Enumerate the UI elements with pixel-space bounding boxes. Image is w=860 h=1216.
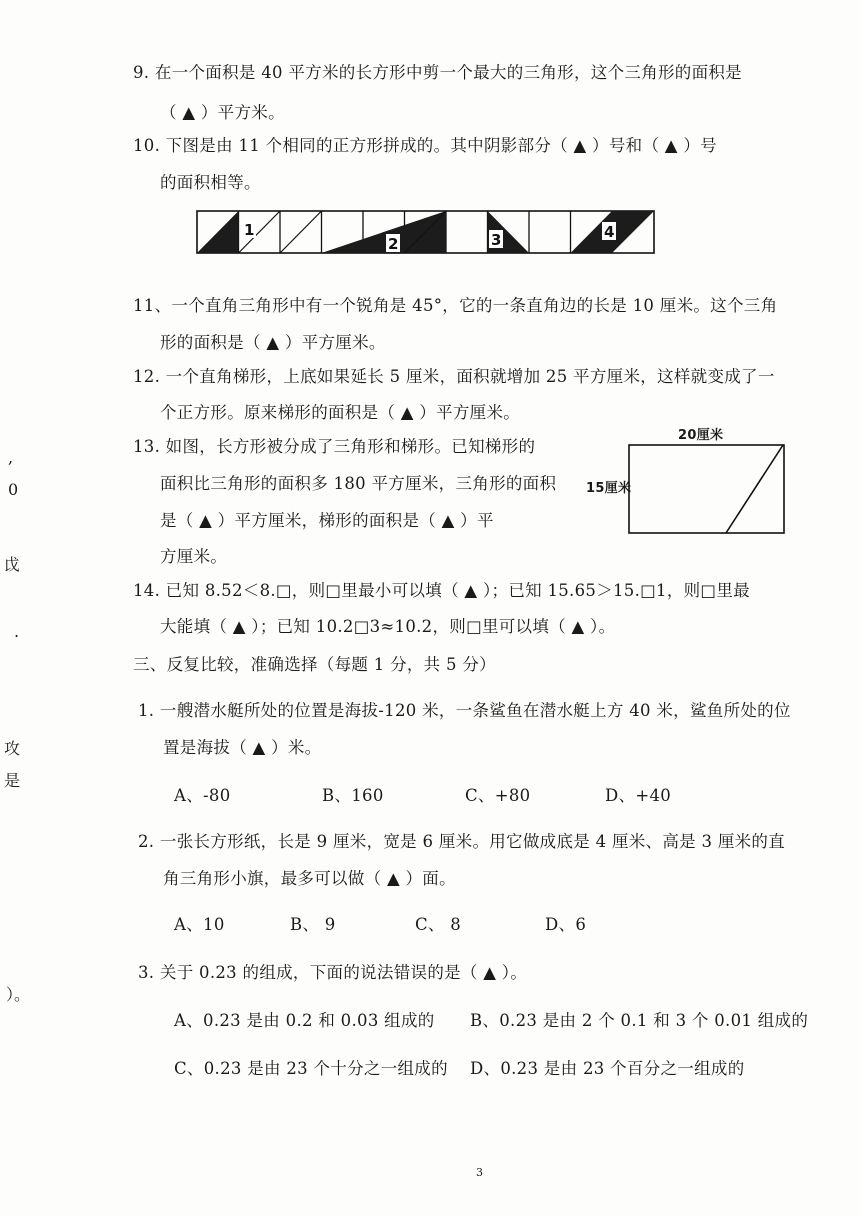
margin-mark-paren: ）。 (6, 985, 31, 1004)
q13-dividing-line (726, 445, 783, 533)
q9-line-1: 9. 在一个面积是 40 平方米的长方形中剪一个最大的三角形，这个三角形的面积是 (133, 63, 742, 82)
q14-line-2: 大能填（ ▲ ）；已知 10.2□3≈10.2，则□里可以填（ ▲ ）。 (160, 617, 616, 636)
region-label-2: 2 (388, 235, 399, 253)
q9-line-2: （ ▲ ）平方米。 (160, 103, 285, 122)
q13-line-4: 方厘米。 (160, 547, 228, 566)
region-label-4: 4 (604, 223, 615, 241)
mc3-option-a: A、0.23 是由 0.2 和 0.03 组成的 (174, 1011, 435, 1030)
margin-mark-dot: . (14, 622, 20, 641)
q13-line-2: 面积比三角形的面积多 180 平方厘米，三角形的面积 (160, 474, 557, 493)
q10-squares-figure (196, 210, 656, 256)
region-label-1: 1 (244, 221, 255, 239)
mc2-option-b: B、 9 (290, 915, 336, 934)
q10-line-1: 10. 下图是由 11 个相同的正方形拼成的。其中阴影部分（ ▲ ）号和（ ▲ ）号 (133, 136, 717, 155)
mc2-option-c: C、 8 (415, 915, 462, 934)
q12-line-1: 12. 一个直角梯形，上底如果延长 5 厘米，面积就增加 25 平方厘米，这样就变成了一 (133, 367, 775, 386)
mc3-option-d: D、0.23 是由 23 个百分之一组成的 (470, 1059, 745, 1078)
mc1-option-c: C、+80 (465, 786, 531, 805)
q11-line-1: 11、一个直角三角形中有一个锐角是 45°，它的一条直角边的长是 10 厘米。这个三角 (133, 296, 778, 315)
q10-line-2: 的面积相等。 (160, 173, 261, 192)
margin-mark-char-2: 攻 (4, 739, 21, 758)
diagonal-cell-3 (280, 211, 322, 253)
shaded-region-1 (197, 211, 239, 253)
mc1-line-1: 1. 一艘潜水艇所处的位置是海拔-120 米，一条鲨鱼在潜水艇上方 40 米，鲨鱼所处的位 (138, 701, 791, 720)
mc1-option-d: D、+40 (605, 786, 672, 805)
mc2-option-d: D、6 (545, 915, 587, 934)
mc3-line-1: 3. 关于 0.23 的组成，下面的说法错误的是（ ▲ ）。 (138, 963, 528, 982)
margin-mark-comma: , (8, 448, 14, 467)
page-number: 3 (476, 1166, 483, 1179)
q13-rectangle-figure (627, 443, 787, 535)
region-label-3: 3 (491, 231, 502, 249)
q14-line-1: 14. 已知 8.52＜8.□，则□里最小可以填（ ▲ ）；已知 15.65＞15.□1，则□里最 (133, 581, 750, 600)
mc2-option-a: A、10 (174, 915, 225, 934)
q13-rectangle (629, 445, 784, 533)
mc2-line-2: 角三角形小旗，最多可以做（ ▲ ）面。 (163, 869, 456, 888)
mc1-option-b: B、160 (322, 786, 384, 805)
q13-width-label: 20厘米 (678, 428, 724, 443)
q13-line-1: 13. 如图，长方形被分成了三角形和梯形。已知梯形的 (133, 437, 536, 456)
mc2-line-1: 2. 一张长方形纸，长是 9 厘米，宽是 6 厘米。用它做成底是 4 厘米、高是 3 厘米的直 (138, 832, 786, 851)
shaded-region-2 (322, 211, 447, 253)
q13-line-3: 是（ ▲ ）平方厘米，梯形的面积是（ ▲ ）平 (160, 511, 494, 530)
q12-line-2: 个正方形。原来梯形的面积是（ ▲ ）平方厘米。 (160, 403, 521, 422)
q11-line-2: 形的面积是（ ▲ ）平方厘米。 (160, 333, 386, 352)
mc3-option-b: B、0.23 是由 2 个 0.1 和 3 个 0.01 组成的 (470, 1011, 809, 1030)
mc1-line-2: 置是海拔（ ▲ ）米。 (163, 738, 322, 757)
mc1-option-a: A、-80 (174, 786, 231, 805)
margin-mark-zero: 0 (8, 480, 19, 499)
q13-height-label: 15厘米 (586, 481, 632, 496)
margin-mark-char-3: 是 (4, 771, 21, 790)
margin-mark-char-1: 戉 (4, 555, 21, 574)
mc3-option-c: C、0.23 是由 23 个十分之一组成的 (174, 1059, 448, 1078)
section-3-title: 三、反复比较，准确选择（每题 1 分，共 5 分） (133, 655, 496, 674)
